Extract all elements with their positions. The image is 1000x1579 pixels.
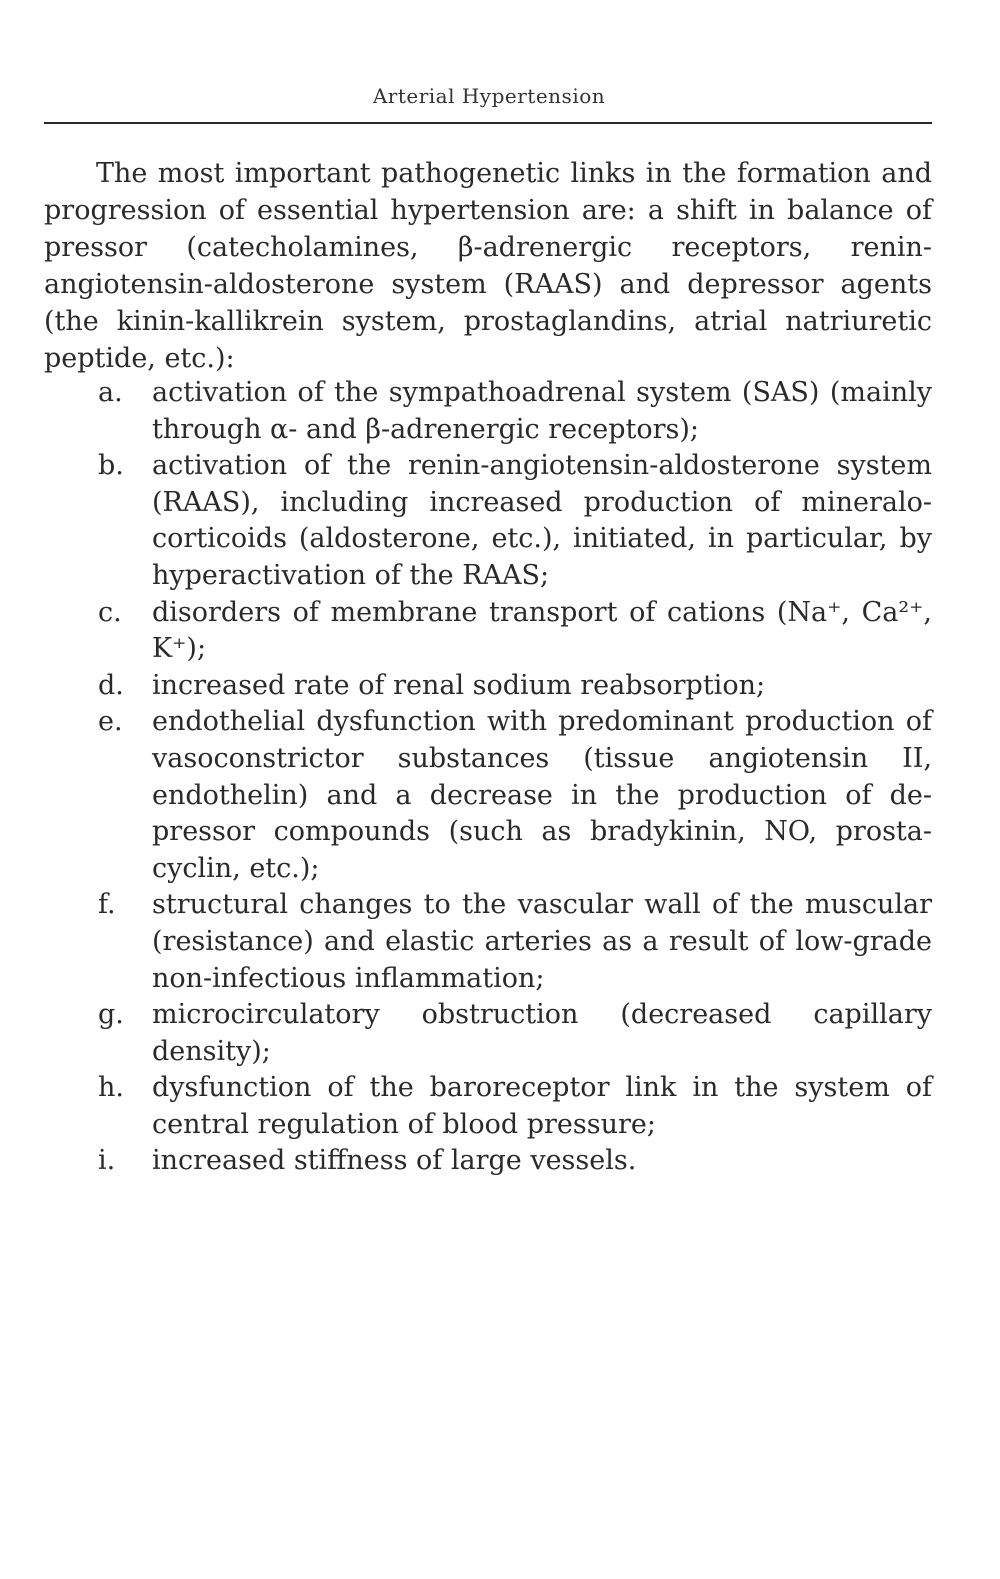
intro-paragraph: The most important pathogenetic links in the formation and progression of essential hypertension are: a shift in balance of pressor (catecholamines, β-adrenergic receptors, renin-angiotensin-aldosterone system (RAAS) and depressor agents (the kinin-kallikrein system, prostaglandins, atrial natriuretic peptide, etc.): [44,158,932,374]
list-item [44,448,932,594]
pathogenetic-links-list [44,375,932,1180]
list-item [44,1143,932,1180]
list-marker: c. [98,596,122,628]
list-item-text: structural changes to the vascular wall of the muscular (resistance) and elastic arteries as a result of low-grade non-infectious inflammation; [152,889,932,994]
list-marker: a. [98,377,123,408]
list-item-text: dysfunction of the baroreceptor link in the system of central regulation of blood pressure; [152,1072,932,1140]
list-marker: i. [98,1145,116,1177]
list-marker: h. [98,1072,124,1104]
list-marker: e. [98,706,123,738]
list-item-text: endothelial dysfunction with predominant production of vasoconstrictor substances (tissue angiotensin II, endothelin) and a decrease in the production of depressor compounds (such as bradykinin, NO, prostacyclin, etc.); [152,706,932,884]
list-item-text: microcirculatory obstruction (decreased capillary density); [152,999,932,1067]
list-marker: d. [98,669,124,701]
list-item [44,375,932,448]
list-item [44,668,932,705]
list-item-text: activation of the renin-angiotensin-aldosterone system (RAAS), including increased production of mineralocorticoids (aldosterone, etc.), initiated, in particular, by hyperactivation of the RAAS; [152,450,932,591]
list-item-text: increased stiffness of large vessels. [152,1145,637,1177]
list-item [44,997,932,1070]
running-header: Arterial Hypertension [372,84,606,108]
list-item [44,704,932,887]
list-item [44,595,932,668]
list-item-text: disorders of membrane transport of cations (Na⁺, Ca²⁺, K⁺); [152,596,932,665]
list-marker: b. [98,450,124,482]
list-item [44,1070,932,1143]
header-rule [44,122,932,124]
list-marker: f. [98,889,116,921]
list-item-text: increased rate of renal sodium reabsorption; [152,669,766,701]
list-item-text: activation of the sympathoadrenal system (SAS) (mainly through α- and β-adrenergic receptors); [152,377,932,445]
list-item [44,887,932,997]
list-marker: g. [98,999,124,1031]
